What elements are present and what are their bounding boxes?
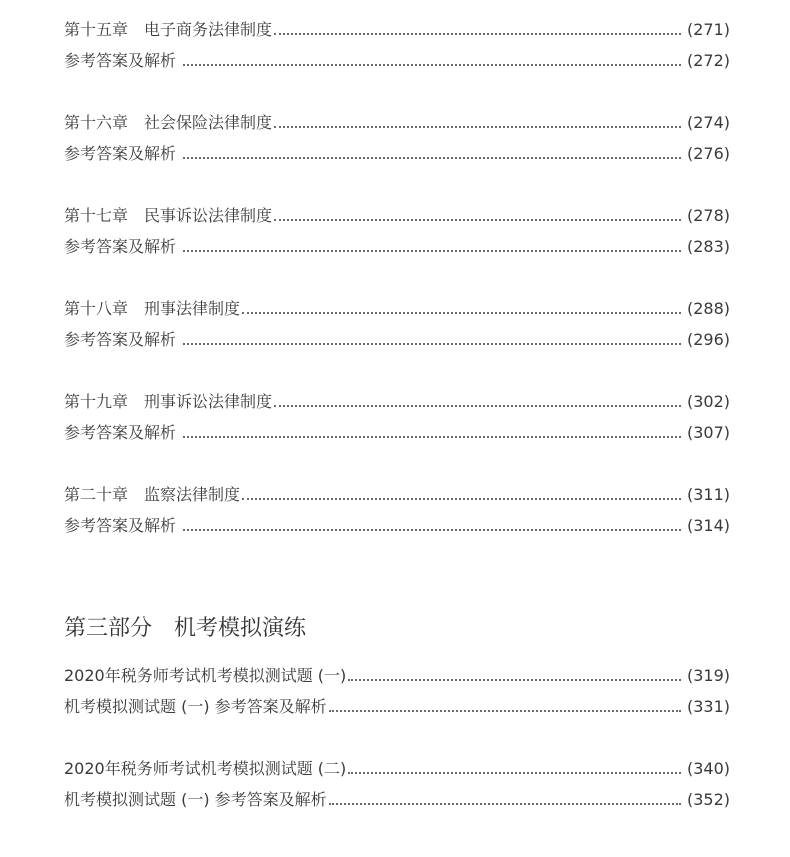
toc-entry-label: 第十五章 电子商务法律制度 <box>64 20 273 39</box>
toc-entry[interactable] <box>64 662 730 686</box>
dot-leader <box>183 157 681 159</box>
toc-entry[interactable] <box>64 755 730 779</box>
dot-leader <box>183 436 681 438</box>
toc-entry-page: (340) <box>686 759 730 778</box>
toc-entry-label: 第十八章 刑事法律制度 <box>64 299 241 318</box>
toc-entry-label: 第十九章 刑事诉讼法律制度 <box>64 392 273 411</box>
toc-entry[interactable] <box>64 326 730 350</box>
section-heading: 第三部分 机考模拟演练 <box>64 616 307 641</box>
toc-entry-label: 参考答案及解析 <box>64 423 182 442</box>
dot-leader <box>183 529 681 531</box>
toc-entry[interactable] <box>64 202 730 226</box>
toc-entry[interactable] <box>64 233 730 257</box>
toc-entry[interactable] <box>64 295 730 319</box>
dot-leader <box>274 33 681 35</box>
toc-entry-label: 机考模拟测试题 (一) 参考答案及解析 <box>64 790 327 809</box>
dot-leader <box>183 250 681 252</box>
toc-entry-label: 参考答案及解析 <box>64 516 182 535</box>
toc-entry-label: 第十七章 民事诉讼法律制度 <box>64 206 273 225</box>
dot-leader <box>329 803 681 805</box>
toc-entry-label: 参考答案及解析 <box>64 51 182 70</box>
toc-entry-page: (296) <box>686 330 730 349</box>
toc-entry-page: (271) <box>686 20 730 39</box>
dot-leader <box>274 219 681 221</box>
toc-entry[interactable] <box>64 140 730 164</box>
toc-entry[interactable] <box>64 109 730 133</box>
toc-entry-page: (314) <box>686 516 730 535</box>
dot-leader <box>183 343 681 345</box>
toc-entry-page: (311) <box>686 485 730 504</box>
toc-entry[interactable] <box>64 388 730 412</box>
toc-entry-label: 2020年税务师考试机考模拟测试题 (二) <box>64 759 347 778</box>
dot-leader <box>348 772 681 774</box>
toc-entry-label: 参考答案及解析 <box>64 144 182 163</box>
toc-entry-page: (288) <box>686 299 730 318</box>
dot-leader <box>183 64 681 66</box>
toc-entry-label: 第二十章 监察法律制度 <box>64 485 241 504</box>
toc-entry-page: (274) <box>686 113 730 132</box>
toc-entry[interactable] <box>64 47 730 71</box>
toc-entry-label: 第十六章 社会保险法律制度 <box>64 113 273 132</box>
toc-entry[interactable] <box>64 481 730 505</box>
toc-entry-page: (307) <box>686 423 730 442</box>
dot-leader <box>242 312 681 314</box>
toc-entry-label: 机考模拟测试题 (一) 参考答案及解析 <box>64 697 327 716</box>
toc-entry[interactable] <box>64 693 730 717</box>
toc-entry[interactable] <box>64 16 730 40</box>
toc-entry-page: (319) <box>686 666 730 685</box>
toc-entry-page: (352) <box>686 790 730 809</box>
toc-entry-label: 2020年税务师考试机考模拟测试题 (一) <box>64 666 347 685</box>
toc-entry-label: 参考答案及解析 <box>64 330 182 349</box>
toc-entry-page: (276) <box>686 144 730 163</box>
dot-leader <box>274 126 681 128</box>
toc-entry[interactable] <box>64 512 730 536</box>
toc-entry-page: (278) <box>686 206 730 225</box>
toc-entry[interactable] <box>64 419 730 443</box>
dot-leader <box>329 710 681 712</box>
toc-entry-page: (272) <box>686 51 730 70</box>
dot-leader <box>274 405 681 407</box>
dot-leader <box>242 498 681 500</box>
toc-entry[interactable] <box>64 786 730 810</box>
toc-entry-page: (302) <box>686 392 730 411</box>
toc-entry-page: (331) <box>686 697 730 716</box>
dot-leader <box>348 679 681 681</box>
toc-entry-page: (283) <box>686 237 730 256</box>
toc-entry-label: 参考答案及解析 <box>64 237 182 256</box>
